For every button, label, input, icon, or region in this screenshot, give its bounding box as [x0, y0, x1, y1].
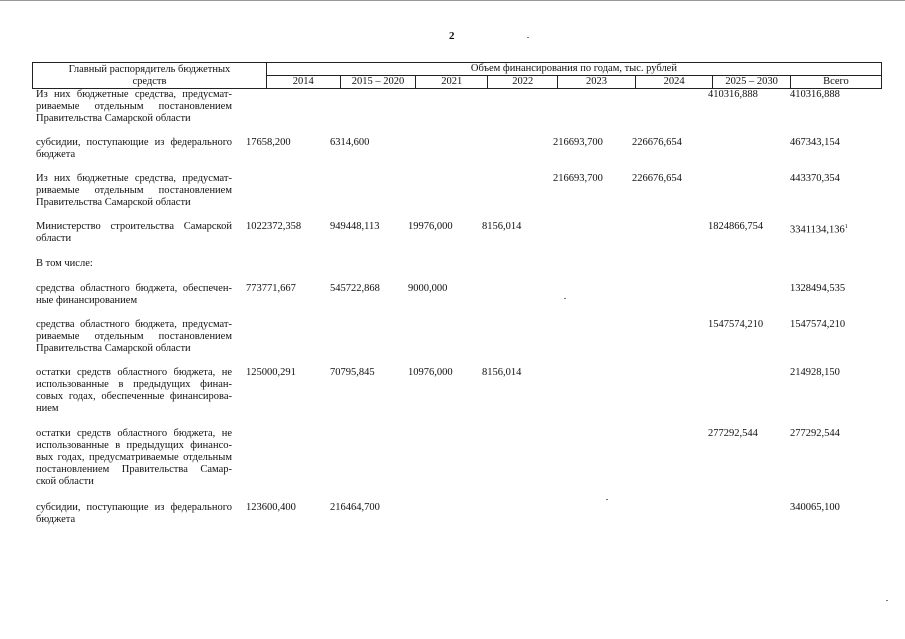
row-value: 123600,400	[246, 502, 296, 513]
row-value: 70795,845	[330, 367, 375, 378]
row-total: 1328494,535	[790, 283, 846, 294]
header-year: 2022	[488, 76, 558, 89]
row-total: 467343,154	[790, 137, 840, 148]
row-value: 6314,600	[330, 137, 370, 148]
row-value: 1824866,754	[708, 221, 764, 232]
row-value: 1547574,210	[708, 319, 764, 330]
row-total: 410316,888	[790, 89, 840, 100]
row-total: 443370,354	[790, 173, 840, 184]
header-year: 2025 – 2030	[713, 76, 791, 89]
header-year: 2014	[266, 76, 340, 89]
row-label: остатки средств областного бюджета, не использованные в предыдущих финансо-вых годах, предусматриваемые отдельным постановлением Правительства Самар-ской области	[36, 428, 232, 487]
row-value: 125000,291	[246, 367, 296, 378]
row-label: субсидии, поступающие из федерального бюджета	[36, 502, 232, 525]
header-year: 2021	[416, 76, 488, 89]
row-value: 9000,000	[408, 283, 448, 294]
row-value: 216693,700	[553, 137, 603, 148]
footnote-mark: 1	[844, 224, 848, 230]
row-label: Из них бюджетные средства, предусмат-риваемые отдельным постановлением Правительства Самарской области	[36, 89, 232, 124]
row-label: Министерство строительства Самарской области	[36, 221, 232, 244]
row-total: 214928,150	[790, 367, 840, 378]
row-total: 340065,100	[790, 502, 840, 513]
row-label: остатки средств областного бюджета, не использованные в предыдущих финан-совых годах, обеспеченные финансирова-нием	[36, 367, 232, 414]
row-label: В том числе:	[36, 258, 93, 269]
header-year: 2024	[635, 76, 713, 89]
row-label: средства областного бюджета, предусмат-риваемые отдельным постановлением Правительства Самарской области	[36, 319, 232, 354]
header-financing-span: Объем финансирования по годам, тыс. рублей	[266, 63, 881, 76]
row-value: 10976,000	[408, 367, 453, 378]
row-total: 1547574,210	[790, 319, 846, 330]
row-label: Из них бюджетные средства, предусмат-риваемые отдельным постановлением Правительства Самарской области	[36, 173, 232, 208]
page-number: 2	[449, 30, 455, 42]
scan-speck	[527, 37, 529, 38]
header-year: 2015 – 2020	[340, 76, 416, 89]
row-value: 949448,113	[330, 221, 380, 232]
row-value: 8156,014	[482, 367, 522, 378]
scan-speck	[564, 298, 566, 299]
row-total: 3341134,136$^1$	[790, 224, 848, 236]
row-value: 8156,014	[482, 221, 522, 232]
row-label: субсидии, поступающие из федерального бюджета	[36, 137, 232, 160]
row-value: 17658,200	[246, 137, 291, 148]
row-value: 19976,000	[408, 221, 453, 232]
row-value: 773771,667	[246, 283, 296, 294]
row-label: средства областного бюджета, обеспечен-ные финансированием	[36, 283, 232, 306]
row-value: 216693,700	[553, 173, 603, 184]
row-value: 545722,868	[330, 283, 380, 294]
header-year: Всего	[790, 76, 881, 89]
row-value: 1022372,358	[246, 221, 302, 232]
row-value: 410316,888	[708, 89, 758, 100]
header-year: 2023	[558, 76, 636, 89]
row-value: 226676,654	[632, 137, 682, 148]
header-distributor: Главный распорядитель бюджетных средств	[33, 63, 267, 89]
scan-speck	[606, 499, 608, 500]
row-total: 277292,544	[790, 428, 840, 439]
row-value: 216464,700	[330, 502, 380, 513]
row-value: 277292,544	[708, 428, 758, 439]
scan-speck	[886, 600, 888, 601]
row-value: 226676,654	[632, 173, 682, 184]
